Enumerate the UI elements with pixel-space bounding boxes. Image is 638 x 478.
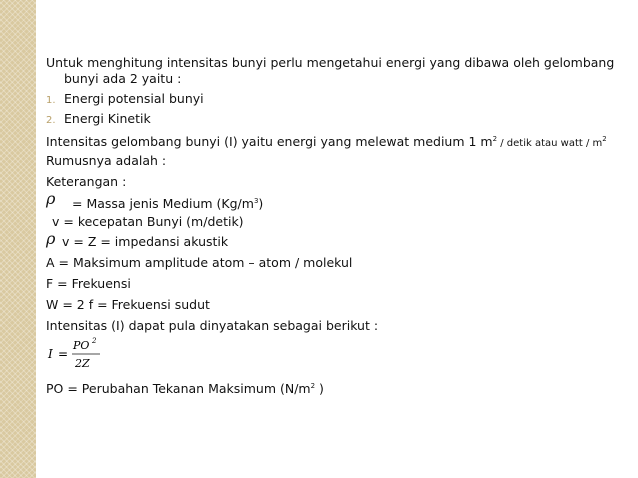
def-rho: = Massa jenis Medium $(Kg/m^3)$ [72,196,264,212]
def-rhov: v = Z = impedansi akustik [62,234,229,249]
intensity-definition: Intensitas gelombang bunyi (I) yaitu energi yang melewat medium 1 $m^2$ / detik atau watt / $m^2$ [46,134,607,150]
def-v: v = kecepatan Bunyi (m/detik) [52,214,244,229]
list-text: Energi Kinetik [64,111,151,126]
def-F: F = Frekuensi [46,276,131,291]
formula-eq: = [58,347,69,361]
po-definition: PO = Perubahan Tekanan Maksimum ($N/m^2$ ) [46,381,324,397]
rho-symbol: ρ [46,189,56,208]
formula-denominator: 2Z [75,357,90,370]
keterangan-label: Keterangan : [46,174,127,189]
formula-exponent: 2 [92,337,97,345]
intensity-formula [46,335,116,375]
list-item [46,110,151,129]
decorative-stripe [0,0,36,478]
intro-line1: Untuk menghitung intensitas bunyi perlu mengetahui energi yang dibawa oleh gelombang [46,55,615,70]
list-text: Energi potensial bunyi [64,91,204,106]
rho-symbol: ρ [46,229,56,248]
def-W: W = 2 f = Frekuensi sudut [46,297,210,312]
intro-line2: bunyi ada 2 yaitu : [64,71,182,86]
def-A: A = Maksimum amplitude atom – atom / molekul [46,255,353,270]
formula-lhs: I [48,347,53,361]
list-number: 2. [46,115,56,126]
formula-numerator: PO [73,339,90,352]
intensity-alt: Intensitas (I) dapat pula dinyatakan sebagai berikut : [46,318,379,333]
rumus-label: Rumusnya adalah : [46,153,167,168]
list-number: 1. [46,95,56,106]
list-item [46,90,204,109]
